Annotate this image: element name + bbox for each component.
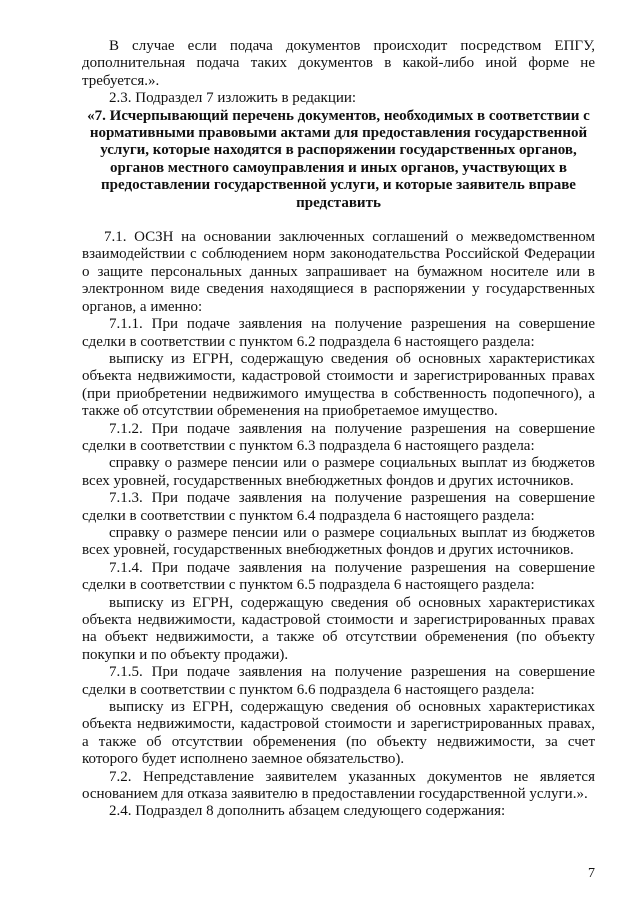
paragraph-7-1-2-text: справку о размере пенсии или о размере социальных выплат из бюджетов всех уровней, государственных внебюджетных фондов и других источников.: [82, 455, 595, 489]
paragraph-7-1-5-text: выписку из ЕГРН, содержащую сведения об основных характеристиках объекта недвижимости, кадастровой стоимости и зарегистрированных правах, а также об отсутствии обременения (по объекту недвижимости, за счет которого будет исполнено заемное обязательство).: [82, 699, 595, 768]
paragraph-epgu: В случае если подача документов происходит посредством ЕПГУ, дополнительная подача таких документов в какой-либо иной форме не требуется.».: [82, 38, 595, 89]
paragraph-7-1: 7.1. ОСЗН на основании заключенных соглашений о межведомственном взаимодействии с соблюдением норм законодательства Российской Федерации о защите персональных данных запрашивает на бумажном носителе или в электронном виде сведения находящиеся в распоряжении у государственных органов, а именно:: [82, 229, 595, 315]
paragraph-2-3: 2.3. Подраздел 7 изложить в редакции:: [109, 90, 357, 107]
paragraph-2-4: 2.4. Подраздел 8 дополнить абзацем следующего содержания:: [109, 803, 506, 820]
paragraph-7-1-3-text: справку о размере пенсии или о размере социальных выплат из бюджетов всех уровней, государственных внебюджетных фондов и других источников.: [82, 524, 595, 559]
document-body: [82, 38, 595, 821]
paragraph-7-1-1-text: выписку из ЕГРН, содержащую сведения об основных характеристиках объекта недвижимости, кадастровой стоимости и зарегистрированных правах (при приобретении недвижимого имущества в собственность подопечного), а также об отсутствии обременения на приобретаемое имущество.: [82, 350, 595, 420]
blank-line: [82, 212, 595, 229]
paragraph-7-2: 7.2. Непредставление заявителем указанных документов не является основанием для отказа заявителю в предоставлении государственной услуги.».: [82, 768, 595, 803]
paragraph-7-1-1: 7.1.1. При подаче заявления на получение разрешения на совершение сделки в соответствии с пунктом 6.2 подраздела 6 настоящего раздела:: [82, 316, 595, 350]
section-7-heading: «7. Исчерпывающий перечень документов, необходимых в соответствии с нормативными правовыми актами для предоставления государственной услуги, которые находятся в распоряжении государственных органов, органов местного самоуправления и иных органов, участвующих в предоставлении государственной услуги, и которые заявитель вправе представить: [87, 107, 590, 211]
paragraph-7-1-4-text: выписку из ЕГРН, содержащую сведения об основных характеристиках объекта недвижимости, кадастровой стоимости и зарегистрированных правах на объект недвижимости, а также об отсутствии обременения (по объекту покупки и по объекту продажи).: [82, 594, 595, 663]
page-number: 7: [588, 866, 595, 881]
paragraph-7-1-3: 7.1.3. При подаче заявления на получение разрешения на совершение сделки в соответствии с пунктом 6.4 подраздела 6 настоящего раздела:: [82, 490, 595, 524]
paragraph-7-1-5: 7.1.5. При подаче заявления на получение разрешения на совершение сделки в соответствии с пунктом 6.6 подраздела 6 настоящего раздела:: [82, 664, 595, 698]
paragraph-7-1-4: 7.1.4. При подаче заявления на получение разрешения на совершение сделки в соответствии с пунктом 6.5 подраздела 6 настоящего раздела:: [82, 559, 595, 594]
paragraph-7-1-2: 7.1.2. При подаче заявления на получение разрешения на совершение сделки в соответствии с пунктом 6.3 подраздела 6 настоящего раздела:: [82, 420, 595, 454]
